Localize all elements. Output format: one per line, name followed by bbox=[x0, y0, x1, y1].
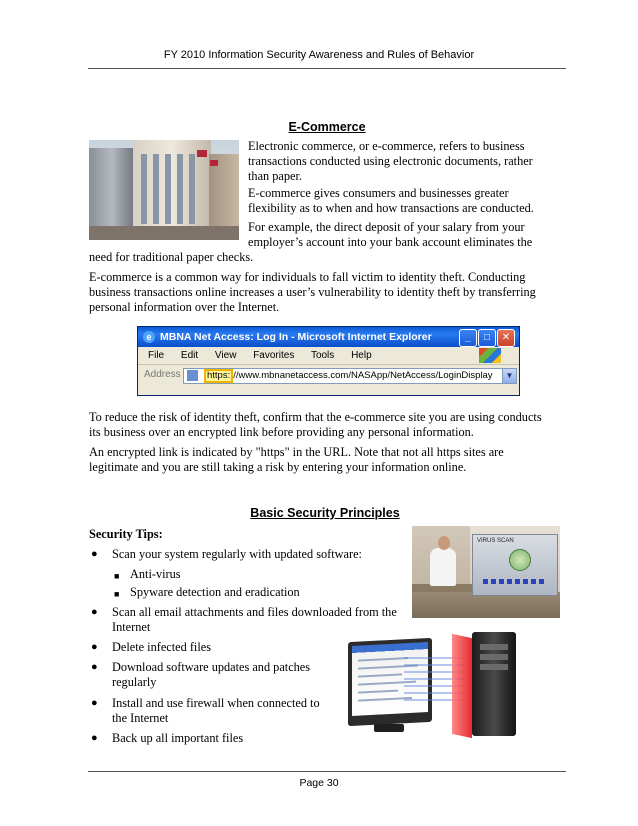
sub-list-item: ■ Anti-virus bbox=[114, 567, 181, 581]
ecommerce-paragraph-5: To reduce the risk of identity theft, confirm that the e-commerce site you are using conducts its business over an encrypted link before providing any personal information. bbox=[89, 410, 542, 439]
windows-flag-icon bbox=[479, 348, 501, 363]
address-label: Address bbox=[144, 369, 181, 380]
list-item: ● Scan all email attachments and files downloaded from the Internet bbox=[91, 605, 397, 634]
close-icon: ✕ bbox=[497, 329, 515, 347]
virus-scan-photo bbox=[412, 526, 560, 618]
list-item: ● Delete infected files bbox=[91, 640, 212, 654]
ecommerce-paragraph-3: For example, the direct deposit of your salary from your employer’s account into your bank account eliminates the bbox=[248, 220, 533, 249]
header-rule bbox=[88, 68, 566, 69]
address-field bbox=[183, 368, 503, 384]
ecommerce-heading: E-Commerce bbox=[288, 120, 366, 134]
ecommerce-paragraph-6: An encrypted link is indicated by "https" in the URL. Note that not all https sites are legitimate and you are still taking a risk by entering your information online. bbox=[89, 445, 504, 474]
ie-logo-icon: e bbox=[143, 331, 155, 343]
browser-screenshot bbox=[137, 326, 520, 396]
browser-menubar bbox=[138, 347, 519, 365]
menu-view: View bbox=[214, 350, 237, 361]
list-item: ● Install and use firewall when connected to the Internet bbox=[91, 696, 320, 725]
menu-edit: Edit bbox=[180, 350, 199, 361]
list-item: ● Scan your system regularly with updated software: bbox=[91, 547, 362, 561]
virus-scan-label: VIRUS SCAN bbox=[477, 538, 514, 544]
https-highlight: https: bbox=[204, 369, 233, 383]
url-rest: //www.mbnanetaccess.com/NASApp/NetAccess/LoginDisplay bbox=[233, 370, 493, 381]
ecommerce-paragraph-1: Electronic commerce, or e-commerce, refers to business transactions conducted using electronic documents, rather than paper. bbox=[248, 139, 533, 183]
list-item: ● Back up all important files bbox=[91, 731, 244, 745]
security-heading: Basic Security Principles bbox=[250, 506, 400, 520]
browser-titlebar bbox=[138, 327, 519, 347]
maximize-icon: □ bbox=[478, 329, 496, 347]
ecommerce-paragraph-3-cont: need for traditional paper checks. bbox=[89, 250, 254, 264]
menu-help: Help bbox=[351, 350, 372, 361]
list-item: ● Download software updates and patches regularly bbox=[91, 660, 311, 689]
ecommerce-paragraph-2: E-commerce gives consumers and businesses greater flexibility as to when and how transactions are conducted. bbox=[248, 186, 534, 215]
security-tips-label: Security Tips: bbox=[89, 527, 163, 541]
menu-favorites: Favorites bbox=[253, 350, 295, 361]
minimize-icon: _ bbox=[459, 329, 477, 347]
menu-tools: Tools bbox=[310, 350, 335, 361]
firewall-computer-photo bbox=[344, 628, 520, 745]
page-icon bbox=[187, 370, 198, 381]
building-photo bbox=[89, 140, 239, 240]
browser-addressbar bbox=[138, 365, 519, 385]
menu-file: File bbox=[148, 350, 165, 361]
footer-rule bbox=[88, 771, 566, 772]
dropdown-arrow-icon: ▼ bbox=[502, 368, 517, 384]
ecommerce-paragraph-4: E-commerce is a common way for individuals to fall victim to identity theft. Conducting business transactions online increases a user’s vulnerability to identity theft by transferring personal information over the Internet. bbox=[89, 270, 536, 314]
page-header: FY 2010 Information Security Awareness and Rules of Behavior bbox=[163, 49, 475, 61]
browser-title: MBNA Net Access: Log In - Microsoft Internet Explorer bbox=[160, 331, 432, 343]
sub-list-item: ■ Spyware detection and eradication bbox=[114, 585, 300, 599]
page-number: Page 30 bbox=[299, 777, 339, 789]
